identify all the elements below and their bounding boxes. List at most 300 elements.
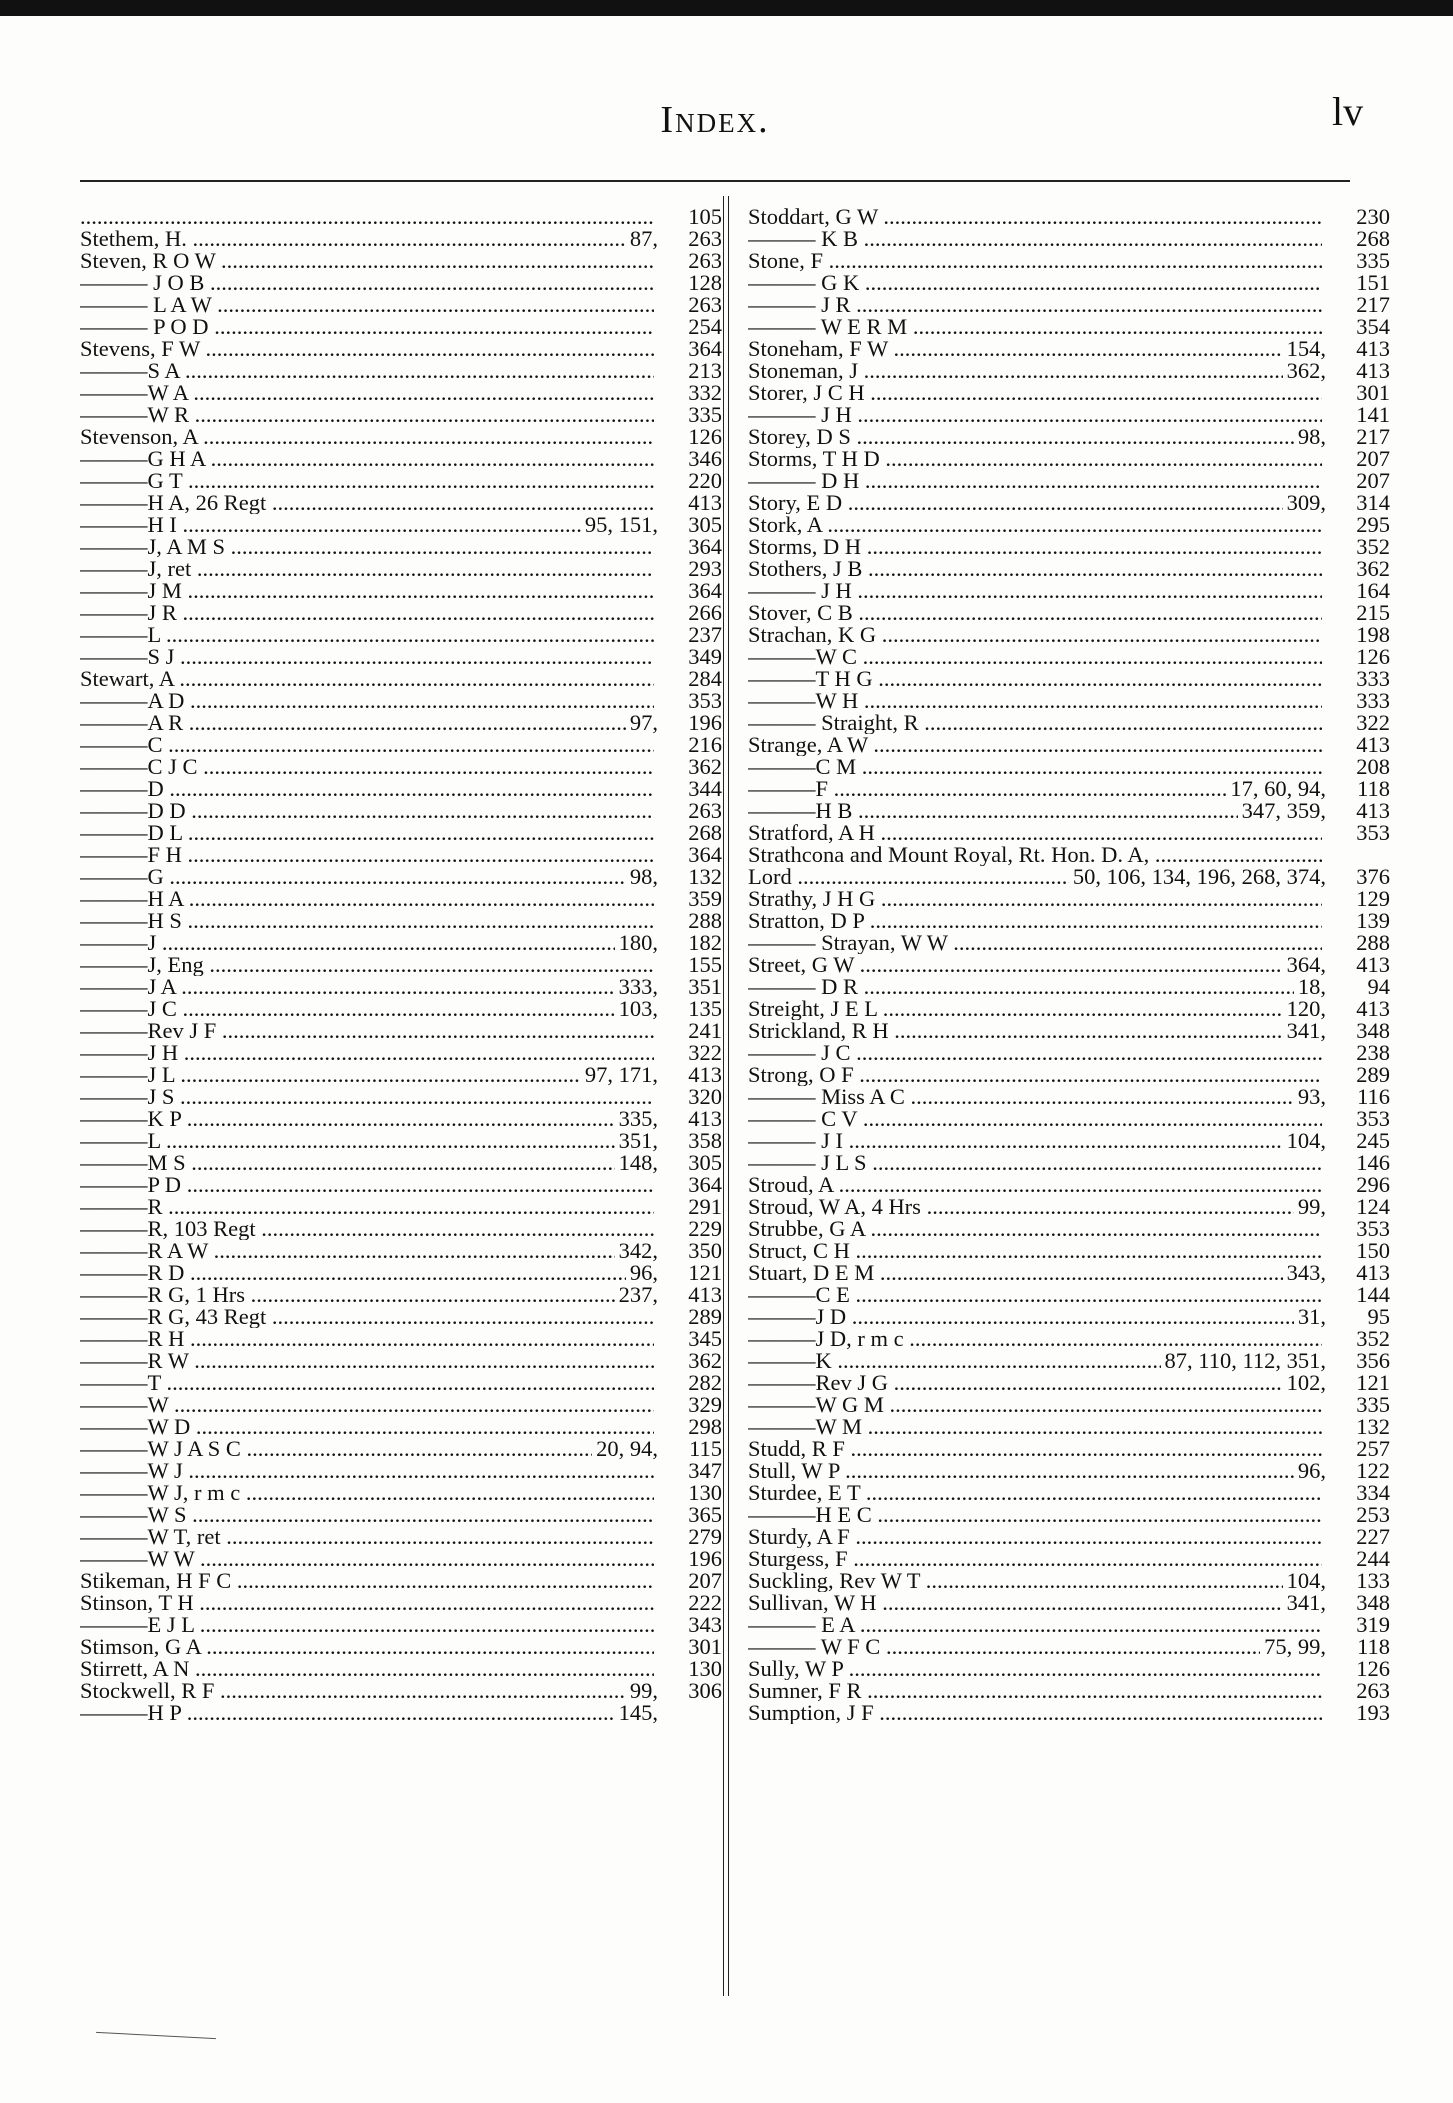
entry-last-page: 94 [1367, 974, 1390, 999]
entry-name: Sturgess, F ..... [748, 1548, 1322, 1570]
entry-last-page: 413 [1356, 952, 1390, 977]
entry-last-page: 362 [688, 754, 722, 779]
entry-name: ———R ..... [80, 1196, 654, 1218]
index-entry [80, 382, 722, 404]
entry-last-page: 207 [1356, 468, 1390, 493]
index-entry [748, 976, 1390, 998]
entry-last-page: 335 [1356, 248, 1390, 273]
entry-name: ———W J A S C ..... [80, 1438, 592, 1460]
entry-last-page: 314 [1356, 490, 1390, 515]
index-entry [748, 404, 1390, 426]
index-entry [748, 316, 1390, 338]
entry-name: ——— D H ..... [748, 470, 1322, 492]
entry-pages: 97, [629, 710, 658, 735]
entry-last-page: 351 [688, 974, 722, 999]
entry-last-page: 115 [689, 1436, 722, 1461]
entry-last-page: 364 [688, 1172, 722, 1197]
entry-name: ———W D ..... [80, 1416, 654, 1438]
index-entry [748, 294, 1390, 316]
index-entry [748, 932, 1390, 954]
entry-last-page: 344 [688, 776, 722, 801]
entry-last-page: 222 [688, 1590, 722, 1615]
entry-name: ———F ..... [748, 778, 1226, 800]
entry-last-page: 230 [1356, 204, 1390, 229]
entry-name: ———J, A M S ..... [80, 536, 654, 558]
entry-last-page: 130 [688, 1480, 722, 1505]
entry-last-page: 217 [1356, 424, 1390, 449]
entry-last-page: 347 [688, 1458, 722, 1483]
index-entry [748, 536, 1390, 558]
entry-pages: 237, [618, 1282, 658, 1307]
index-entry [748, 1130, 1390, 1152]
entry-pages: 104, [1286, 1128, 1326, 1153]
entry-last-page: 207 [1356, 446, 1390, 471]
index-entry [80, 910, 722, 932]
entry-name: Stoddart, G W ..... [748, 206, 1322, 228]
entry-name: Stroud, W A, 4 Hrs ..... [748, 1196, 1294, 1218]
index-entry [748, 558, 1390, 580]
entry-pages: 180, [618, 930, 658, 955]
entry-last-page: 126 [1356, 1656, 1390, 1681]
entry-name: Stull, W P ..... [748, 1460, 1294, 1482]
entry-name: Strubbe, G A ..... [748, 1218, 1322, 1240]
index-entry [748, 1548, 1390, 1570]
entry-last-page: 333 [1356, 666, 1390, 691]
entry-pages: 104, [1286, 1568, 1326, 1593]
entry-pages: 343, [1286, 1260, 1326, 1285]
index-entry [80, 1284, 722, 1306]
entry-last-page: 155 [688, 952, 722, 977]
entry-name: ———H E C ..... [748, 1504, 1322, 1526]
entry-last-page: 413 [1356, 732, 1390, 757]
entry-name: Stikeman, H F C ..... [80, 1570, 654, 1592]
entry-pages: 351, [618, 1128, 658, 1153]
entry-pages: 364, [1286, 952, 1326, 977]
entry-last-page: 413 [1356, 336, 1390, 361]
entry-last-page: 263 [1356, 1678, 1390, 1703]
entry-last-page: 207 [688, 1568, 722, 1593]
entry-last-page: 348 [1356, 1018, 1390, 1043]
entry-pages: 341, [1286, 1018, 1326, 1043]
entry-pages: 87, 110, 112, 351, [1164, 1348, 1326, 1373]
entry-name: Stroud, A ..... [748, 1174, 1322, 1196]
index-entry [80, 954, 722, 976]
index-entry [80, 646, 722, 668]
entry-name: ———W H ..... [748, 690, 1322, 712]
entry-name: Strong, O F ..... [748, 1064, 1322, 1086]
index-entry [748, 602, 1390, 624]
index-entry [748, 1350, 1390, 1372]
entry-last-page: 322 [1356, 710, 1390, 735]
entry-name: Stimson, G A ..... [80, 1636, 654, 1658]
entry-name: ———W C ..... [748, 646, 1322, 668]
entry-name: ——— J R ..... [748, 294, 1322, 316]
index-entry [748, 1636, 1390, 1658]
entry-name: ——— W E R M ..... [748, 316, 1322, 338]
index-entry [80, 778, 722, 800]
index-entry [748, 1438, 1390, 1460]
entry-name: ———J C ..... [80, 998, 615, 1020]
entry-name: ———W M ..... [748, 1416, 1322, 1438]
entry-name: ———K ..... [748, 1350, 1161, 1372]
entry-name: ——— C V ..... [748, 1108, 1322, 1130]
index-entry [80, 426, 722, 448]
entry-name: Sturdy, A F ..... [748, 1526, 1322, 1548]
index-entry [748, 1614, 1390, 1636]
entry-last-page: 413 [1356, 798, 1390, 823]
index-entry [80, 360, 722, 382]
index-entry [748, 866, 1390, 888]
entry-pages: 341, [1286, 1590, 1326, 1615]
entry-last-page: 282 [688, 1370, 722, 1395]
index-entry [80, 668, 722, 690]
entry-last-page: 329 [688, 1392, 722, 1417]
entry-last-page: 151 [1356, 270, 1390, 295]
entry-last-page: 356 [1356, 1348, 1390, 1373]
index-entry [80, 998, 722, 1020]
entry-last-page: 244 [1356, 1546, 1390, 1571]
entry-name: ———J, ret ..... [80, 558, 654, 580]
index-entry [748, 712, 1390, 734]
entry-name: ———M S ..... [80, 1152, 615, 1174]
index-entry [80, 1020, 722, 1042]
index-entry [748, 382, 1390, 404]
index-entry [80, 514, 722, 536]
entry-name: ———A D ..... [80, 690, 654, 712]
entry-name: ———G ..... [80, 866, 626, 888]
index-entry [748, 1372, 1390, 1394]
entry-name: ———T ..... [80, 1372, 654, 1394]
index-entry [80, 1504, 722, 1526]
entry-pages: 335, [618, 1106, 658, 1131]
entry-name [80, 206, 654, 228]
entry-name: Sully, W P ..... [748, 1658, 1322, 1680]
index-entry [748, 1174, 1390, 1196]
entry-name: ——— D R ..... [748, 976, 1294, 998]
entry-name: Stewart, A ..... [80, 668, 654, 690]
entry-name: ———R, 103 Regt ..... [80, 1218, 654, 1240]
index-entry [748, 1416, 1390, 1438]
index-entry [748, 514, 1390, 536]
index-entry [80, 932, 722, 954]
entry-pages: 333, [618, 974, 658, 999]
entry-name: Suckling, Rev W T ..... [748, 1570, 1283, 1592]
index-entry [748, 228, 1390, 250]
entry-name: Sumption, J F ..... [748, 1702, 1322, 1724]
entry-last-page: 284 [688, 666, 722, 691]
entry-last-page: 268 [688, 820, 722, 845]
entry-name: ———F H ..... [80, 844, 654, 866]
entry-last-page: 289 [1356, 1062, 1390, 1087]
entry-name: ———C ..... [80, 734, 654, 756]
entry-last-page: 353 [1356, 1216, 1390, 1241]
index-entry [748, 734, 1390, 756]
index-entry [748, 756, 1390, 778]
entry-last-page: 150 [1356, 1238, 1390, 1263]
page-top-edge [0, 0, 1453, 16]
entry-last-page: 121 [688, 1260, 722, 1285]
entry-last-page: 334 [1356, 1480, 1390, 1505]
entry-name: ———J H ..... [80, 1042, 654, 1064]
entry-last-page: 319 [1356, 1612, 1390, 1637]
entry-last-page: 238 [1356, 1040, 1390, 1065]
index-entry [748, 448, 1390, 470]
entry-pages: 18, [1297, 974, 1326, 999]
index-entry [748, 1042, 1390, 1064]
entry-name: ———Rev J G ..... [748, 1372, 1283, 1394]
entry-pages: 102, [1286, 1370, 1326, 1395]
entry-last-page: 124 [1356, 1194, 1390, 1219]
entry-pages: 97, 171, [584, 1062, 658, 1087]
entry-last-page: 129 [1356, 886, 1390, 911]
entry-last-page: 196 [688, 1546, 722, 1571]
entry-name: ———E J L ..... [80, 1614, 654, 1636]
entry-name: ———S J ..... [80, 646, 654, 668]
index-entry [748, 690, 1390, 712]
index-entry [748, 470, 1390, 492]
entry-name: Strickland, R H ..... [748, 1020, 1283, 1042]
entry-name: ———J D ..... [748, 1306, 1294, 1328]
entry-pages: 93, [1297, 1084, 1326, 1109]
entry-last-page: 198 [1356, 622, 1390, 647]
entry-name: Story, E D ..... [748, 492, 1283, 514]
entry-last-page: 217 [1356, 292, 1390, 317]
entry-name: Strathcona and Mount Royal, Rt. Hon. D. A, ..... [748, 844, 1322, 866]
entry-last-page: 332 [688, 380, 722, 405]
entry-pages: 17, 60, 94, [1230, 776, 1326, 801]
entry-last-page: 305 [688, 512, 722, 537]
entry-name: Stinson, T H ..... [80, 1592, 654, 1614]
entry-last-page: 343 [688, 1612, 722, 1637]
entry-name: ———Rev J F ..... [80, 1020, 654, 1042]
entry-pages: 148, [618, 1150, 658, 1175]
entry-last-page: 413 [1356, 358, 1390, 383]
index-entry [80, 822, 722, 844]
entry-name: Strange, A W ..... [748, 734, 1322, 756]
entry-last-page: 322 [688, 1040, 722, 1065]
entry-name: Stirrett, A N ..... [80, 1658, 654, 1680]
entry-last-page: 130 [688, 1656, 722, 1681]
entry-last-page: 349 [688, 644, 722, 669]
entry-pages: 87, [629, 226, 658, 251]
entry-last-page: 353 [688, 688, 722, 713]
entry-name: Studd, R F ..... [748, 1438, 1322, 1460]
entry-pages: 154, [1286, 336, 1326, 361]
index-entry [748, 1064, 1390, 1086]
entry-last-page: 364 [688, 534, 722, 559]
index-entry [748, 1284, 1390, 1306]
entry-last-page: 413 [1356, 1260, 1390, 1285]
entry-name: ———J D, r m c ..... [748, 1328, 1322, 1350]
entry-last-page: 118 [1357, 776, 1390, 801]
entry-name: Stuart, D E M ..... [748, 1262, 1283, 1284]
index-entry [748, 1086, 1390, 1108]
entry-last-page: 139 [1356, 908, 1390, 933]
index-entry [748, 954, 1390, 976]
entry-last-page: 237 [688, 622, 722, 647]
entry-last-page: 213 [688, 358, 722, 383]
entry-name: ———S A ..... [80, 360, 654, 382]
entry-pages: 20, 94, [596, 1436, 658, 1461]
entry-last-page: 253 [1356, 1502, 1390, 1527]
entry-name: ———J ..... [80, 932, 615, 954]
entry-last-page: 364 [688, 842, 722, 867]
index-entry [80, 1152, 722, 1174]
entry-last-page: 144 [1356, 1282, 1390, 1307]
entry-name: ——— W F C ..... [748, 1636, 1260, 1658]
entry-name: ———R D ..... [80, 1262, 626, 1284]
index-entry [80, 1548, 722, 1570]
entry-name: Stethem, H. ..... [80, 228, 626, 250]
entry-last-page: 121 [1356, 1370, 1390, 1395]
entry-name: ———K P ..... [80, 1108, 615, 1130]
entry-last-page: 289 [688, 1304, 722, 1329]
entry-name: Strathy, J H G ..... [748, 888, 1322, 910]
entry-name: ———D L ..... [80, 822, 654, 844]
entry-last-page: 358 [688, 1128, 722, 1153]
entry-last-page: 306 [688, 1678, 722, 1703]
index-column-left [80, 206, 722, 1724]
index-entry [748, 822, 1390, 844]
index-entry [80, 338, 722, 360]
entry-pages: 99, [629, 1678, 658, 1703]
entry-last-page: 220 [688, 468, 722, 493]
entry-name: ——— J C ..... [748, 1042, 1322, 1064]
entry-name: Storey, D S ..... [748, 426, 1294, 448]
index-entry [80, 536, 722, 558]
index-entry [748, 1680, 1390, 1702]
entry-pages: 31, [1297, 1304, 1326, 1329]
index-entry [748, 1570, 1390, 1592]
entry-pages: 75, 99, [1264, 1634, 1326, 1659]
entry-name: Streight, J E L ..... [748, 998, 1283, 1020]
index-entry [80, 448, 722, 470]
entry-name: ——— E A ..... [748, 1614, 1322, 1636]
entry-name: ——— Straight, R ..... [748, 712, 1322, 734]
entry-name: Sullivan, W H ..... [748, 1592, 1283, 1614]
entry-last-page: 268 [1356, 226, 1390, 251]
index-entry [748, 1460, 1390, 1482]
entry-last-page: 376 [1356, 864, 1390, 889]
entry-name: ———W W ..... [80, 1548, 654, 1570]
entry-last-page: 263 [688, 248, 722, 273]
entry-name: ———D ..... [80, 778, 654, 800]
entry-last-page: 346 [688, 446, 722, 471]
entry-name: ——— G K ..... [748, 272, 1322, 294]
index-entry [80, 1394, 722, 1416]
entry-pages: 309, [1286, 490, 1326, 515]
entry-last-page: 348 [1356, 1590, 1390, 1615]
entry-name: Stoneman, J ..... [748, 360, 1283, 382]
entry-last-page: 413 [688, 490, 722, 515]
index-entry [80, 866, 722, 888]
entry-name: ———C M ..... [748, 756, 1322, 778]
entry-pages: 362, [1286, 358, 1326, 383]
entry-last-page: 263 [688, 798, 722, 823]
entry-last-page: 135 [688, 996, 722, 1021]
entry-last-page: 105 [688, 204, 722, 229]
entry-last-page: 293 [688, 556, 722, 581]
entry-last-page: 141 [1356, 402, 1390, 427]
entry-last-page: 126 [688, 424, 722, 449]
entry-last-page: 335 [688, 402, 722, 427]
entry-name: ——— Strayan, W W ..... [748, 932, 1322, 954]
entry-name: Storer, J C H ..... [748, 382, 1322, 404]
entry-name: Storms, D H ..... [748, 536, 1322, 558]
entry-name: ———W S ..... [80, 1504, 654, 1526]
entry-name: Storms, T H D ..... [748, 448, 1322, 470]
entry-name: ———W R ..... [80, 404, 654, 426]
index-entry [80, 1306, 722, 1328]
entry-name: ———H I ..... [80, 514, 581, 536]
header-rule [80, 180, 1350, 182]
entry-last-page: 333 [1356, 688, 1390, 713]
entry-name: ——— L A W ..... [80, 294, 654, 316]
index-entry [80, 250, 722, 272]
entry-name: ———G H A ..... [80, 448, 654, 470]
entry-pages: 99, [1297, 1194, 1326, 1219]
entry-name: ———H B ..... [748, 800, 1238, 822]
entry-name: Stratford, A H ..... [748, 822, 1322, 844]
index-entry [748, 624, 1390, 646]
entry-name: ———J S ..... [80, 1086, 654, 1108]
index-entry [80, 1196, 722, 1218]
entry-name: ———R G, 1 Hrs ..... [80, 1284, 615, 1306]
index-entry [80, 1108, 722, 1130]
entry-name: Stork, A ..... [748, 514, 1322, 536]
index-entry [80, 1328, 722, 1350]
index-entry [80, 492, 722, 514]
index-entry [748, 492, 1390, 514]
entry-name: Stockwell, R F ..... [80, 1680, 626, 1702]
index-entry [748, 1196, 1390, 1218]
entry-last-page: 116 [1357, 1084, 1390, 1109]
entry-last-page: 288 [688, 908, 722, 933]
entry-last-page: 263 [688, 292, 722, 317]
index-entry [748, 1328, 1390, 1350]
entry-name: ———D D ..... [80, 800, 654, 822]
index-entry [80, 1438, 722, 1460]
entry-name: ——— J O B ..... [80, 272, 654, 294]
index-entry [748, 272, 1390, 294]
index-entry [80, 1702, 722, 1724]
entry-last-page: 263 [688, 226, 722, 251]
index-entry [748, 1482, 1390, 1504]
entry-last-page: 266 [688, 600, 722, 625]
index-entry [80, 206, 722, 228]
entry-last-page: 365 [688, 1502, 722, 1527]
entry-last-page: 245 [1356, 1128, 1390, 1153]
entry-last-page: 298 [688, 1414, 722, 1439]
index-entry [80, 1350, 722, 1372]
index-entry [80, 1064, 722, 1086]
index-entry [80, 1042, 722, 1064]
entry-name: Stevenson, A ..... [80, 426, 654, 448]
entry-name: ———W J ..... [80, 1460, 654, 1482]
entry-last-page: 352 [1356, 1326, 1390, 1351]
index-entry [80, 624, 722, 646]
entry-last-page: 335 [1356, 1392, 1390, 1417]
entry-last-page: 229 [688, 1216, 722, 1241]
entry-last-page: 208 [1356, 754, 1390, 779]
entry-last-page: 216 [688, 732, 722, 757]
index-entry [80, 844, 722, 866]
entry-pages: 96, [1297, 1458, 1326, 1483]
index-entry [80, 1240, 722, 1262]
entry-last-page: 227 [1356, 1524, 1390, 1549]
index-entry [80, 690, 722, 712]
entry-last-page: 279 [688, 1524, 722, 1549]
